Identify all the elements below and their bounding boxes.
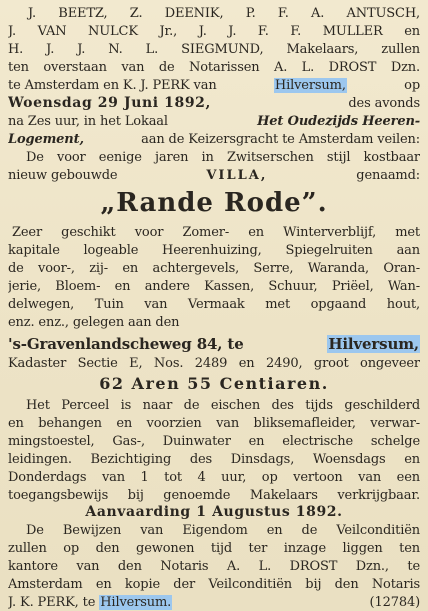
highlight-hilversum-1: Hilversum, [274,78,346,93]
description-line-1: Zeer geschikt voor Zomer- en Winterverblijf, met [12,225,420,240]
villa-intro-line: De voor eenige jaren in Zwitserschen stijl kostbaar [26,150,420,165]
cadastre-line: Kadaster Sectie E, Nos. 2489 en 2490, groot ongeveer [8,356,420,371]
deeds-line-1: De Bewijzen van Eigendom en de Veilconditiën [26,523,420,538]
villa-built-text: nieuw gebouwde [8,168,118,183]
viewing-line-3: toegangsbewijs bij genoemde Makelaars verkrijgbaar. [8,488,420,503]
venue-prefix: na Zes uur, in het Lokaal [8,114,168,129]
venue-name: Het Oudezijds Heeren- [257,114,420,129]
address-text: 's-Gravenlandscheweg 84, te [8,335,244,353]
description-line-2: kapitale logeable Heerenhuizing, Spiegelruiten aan [8,243,420,258]
advert-number: (12784) [369,595,420,610]
condition-line-3: mingstoestel, Gas-, Duinwater en electrische schelge [8,434,420,449]
auctioneers-line-2: J. VAN NULCK Jr., J. J. F. F. MÜLLER en [8,24,420,39]
deeds-line-2: zullen op den gewonen tijd ter inzage liggen ten [8,541,420,556]
auction-date-line [8,96,420,111]
final-notary-text: J. K. PERK, te [8,595,96,610]
venue-line-2 [8,132,420,147]
possession-line [8,505,420,520]
deeds-line-3: kantore van den Notaris A. L. DROST Dzn., te [8,559,420,574]
auctioneers-line-3: H. J. J. N. L. SIEGMUND, Makelaars, zullen [8,42,420,57]
description-line-5: delwegen, Tuin van Vermaak met opgaand hout, [8,297,420,312]
description-line-6: enz. enz., gelegen aan den [8,315,180,330]
venue-address: aan de Keizersgracht te Amsterdam veilen: [141,132,420,147]
area-size: 62 Aren 55 Centiaren. [99,374,329,393]
address-line [8,335,420,353]
on-text: op [404,78,420,93]
viewing-line-1: leidingen. Bezichtiging des Dinsdags, Woensdags en [8,452,420,467]
named-text: genaamd: [356,168,420,183]
description-line-4: jerie, Bloem- en andere Kassen, Schuur, Priëel, Wan- [8,279,420,294]
venue-line [8,114,420,129]
condition-line-2: en behangen en voorzien van bliksemafleider, verwar- [8,416,420,431]
notaries-line-2 [8,78,420,93]
notaries-line: ten overstaan van de Notarissen A. L. DROST Dzn. [8,60,420,75]
possession-date: Aanvaarding 1 Augustus 1892. [85,505,343,520]
highlight-hilversum-3: Hilversum. [100,595,172,610]
villa-line [8,168,420,183]
viewing-line-2: Donderdags van 1 tot 4 uur, op vertoon van een [8,470,420,485]
notaries-text: te Amsterdam en K. J. PERK van [8,78,217,93]
description-line-3: de voor-, zij- en achtergevels, Serre, Waranda, Oran- [8,261,420,276]
final-notary [8,595,172,610]
deeds-line-4: Amsterdam en kopie der Veilconditiën bij den Notaris [8,577,420,592]
auction-date: Woensdag 29 Juni 1892, [8,96,211,111]
final-line [8,595,420,610]
highlight-hilversum-2: Hilversum, [328,335,419,353]
villa-word: VILLA, [206,168,268,183]
area-line [8,374,420,396]
evening-text: des avonds [348,96,420,111]
venue-name-end: Logement, [8,132,84,147]
villa-name-title: „Rande Rode”. [100,188,328,218]
condition-line-1: Het Perceel is naar de eischen des tijds geschilderd [26,398,420,413]
auctioneers-line-1: J. BEETZ, Z. DEENIK, P. F. A. ANTUSCH, [28,6,420,21]
